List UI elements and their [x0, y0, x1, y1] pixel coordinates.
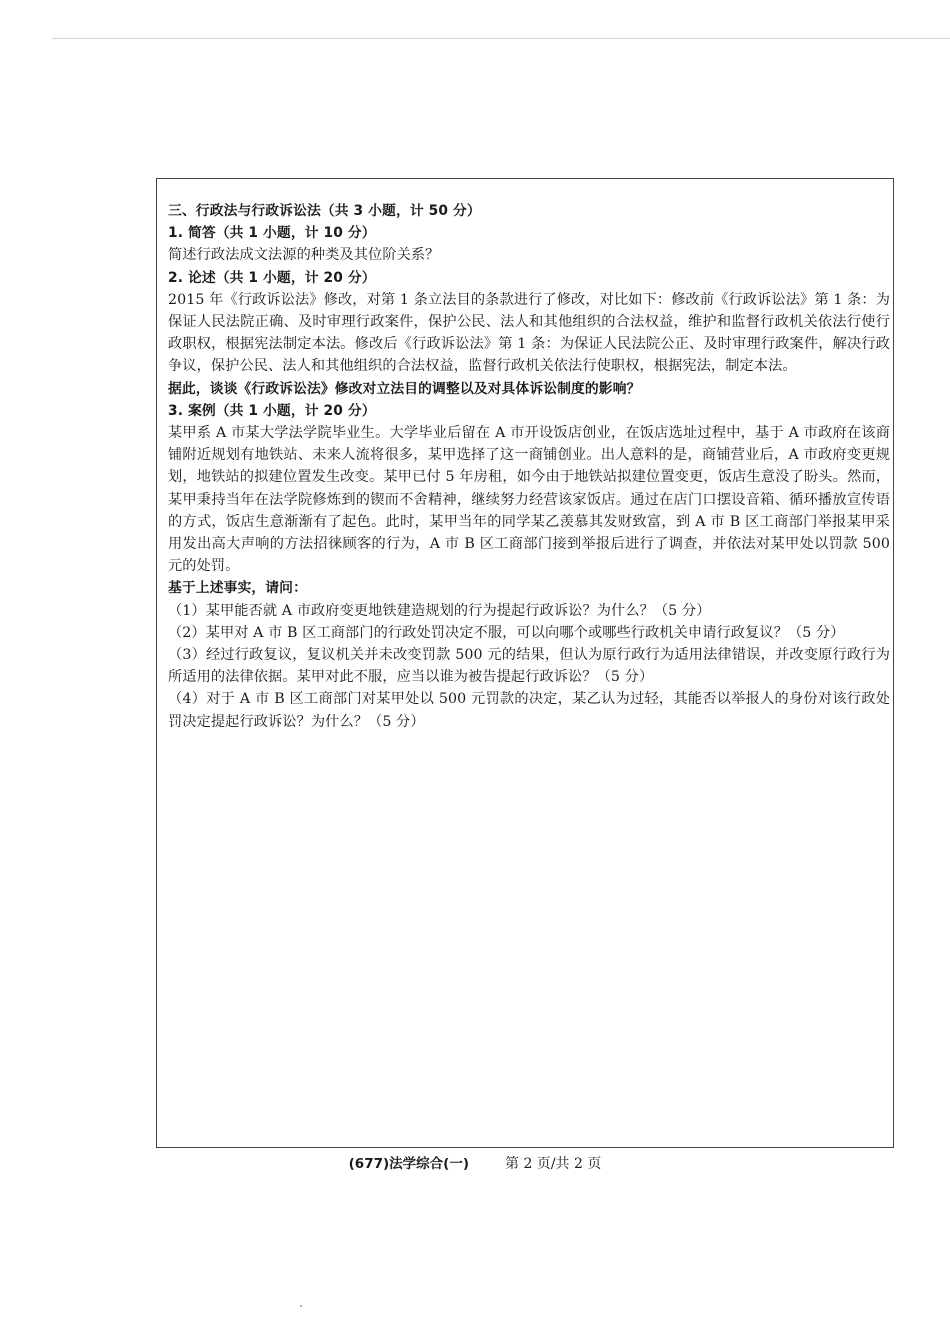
page-footer — [0, 1152, 950, 1173]
q3-prompt: 基于上述事实，请问： — [168, 580, 307, 597]
q1-text: 简述行政法成文法源的种类及其位阶关系？ — [168, 247, 440, 264]
exam-content — [168, 200, 890, 733]
page-number: 第 2 页/共 2 页 — [505, 1156, 602, 1172]
q2-question: 据此，谈谈《行政诉讼法》修改对立法目的调整以及对具体诉讼制度的影响？ — [168, 380, 641, 397]
q3-item-3: （3）经过行政复议，复议机关并未改变罚款 500 元的结果，但认为原行政行为适用法律错误，并改变原行政行为所适用的法律依据。某甲对此不服，应当以谁为被告提起行政诉讼？（5 分） — [168, 647, 890, 686]
scan-speck — [300, 1305, 302, 1307]
scan-top-rule — [52, 38, 950, 39]
q3-heading: 3. 案例（共 1 小题，计 20 分） — [168, 402, 376, 419]
q2-text: 2015 年《行政诉讼法》修改，对第 1 条立法目的条款进行了修改，对比如下：修改前《行政诉讼法》第 1 条：为保证人民法院正确、及时审理行政案件，保护公民、法人和其他组织的合法权益，维护和监督行政机关依法行使行政职权，根据宪法制定本法。修改后《行政诉讼法》第 1 条：为保证人民法院公正、及时审理行政案件，解决行政争议，保护公民、法人和其他组织的合法权益，监督行政机关依法行使职权，根据宪法，制定本法。 — [168, 291, 890, 375]
q3-item-1: （1）某甲能否就 A 市政府变更地铁建造规划的行为提起行政诉讼？为什么？（5 分） — [168, 602, 711, 619]
q3-item-4: （4）对于 A 市 B 区工商部门对某甲处以 500 元罚款的决定，某乙认为过轻，其能否以举报人的身份对该行政处罚决定提起行政诉讼？为什么？（5 分） — [168, 691, 890, 730]
q2-heading: 2. 论述（共 1 小题，计 20 分） — [168, 269, 376, 286]
exam-code: (677)法学综合(一) — [348, 1156, 470, 1172]
q3-item-2: （2）某甲对 A 市 B 区工商部门的行政处罚决定不服，可以向哪个或哪些行政机关申请行政复议？（5 分） — [168, 624, 845, 641]
section-title: 三、行政法与行政诉讼法（共 3 小题，计 50 分） — [168, 203, 481, 219]
q1-heading: 1. 简答（共 1 小题，计 10 分） — [168, 225, 376, 242]
q3-text: 某甲系 A 市某大学法学院毕业生。大学毕业后留在 A 市开设饭店创业，在饭店选址过程中，基于 A 市政府在该商铺附近规划有地铁站、未来人流将很多，某甲选择了这一商铺创业。出人意料的是，商铺营业后，A 市政府变更规划，地铁站的拟建位置发生改变。某甲已付 5 年房租，如今由于地铁站拟建位置变更，饭店生意没了盼头。然而，某甲秉持当年在法学院修炼到的锲而不舍精神，继续努力经营该家饭店。通过在店门口摆设音箱、循环播放宣传语的方式，饭店生意渐渐有了起色。此时，某甲当年的同学某乙羡慕其发财致富，到 A 市 B 区工商部门举报某甲采用发出高大声响的方法招徕顾客的行为，A 市 B 区工商部门接到举报后进行了调查，并依法对某甲处以罚款 500 元的处罚。 — [168, 425, 890, 575]
